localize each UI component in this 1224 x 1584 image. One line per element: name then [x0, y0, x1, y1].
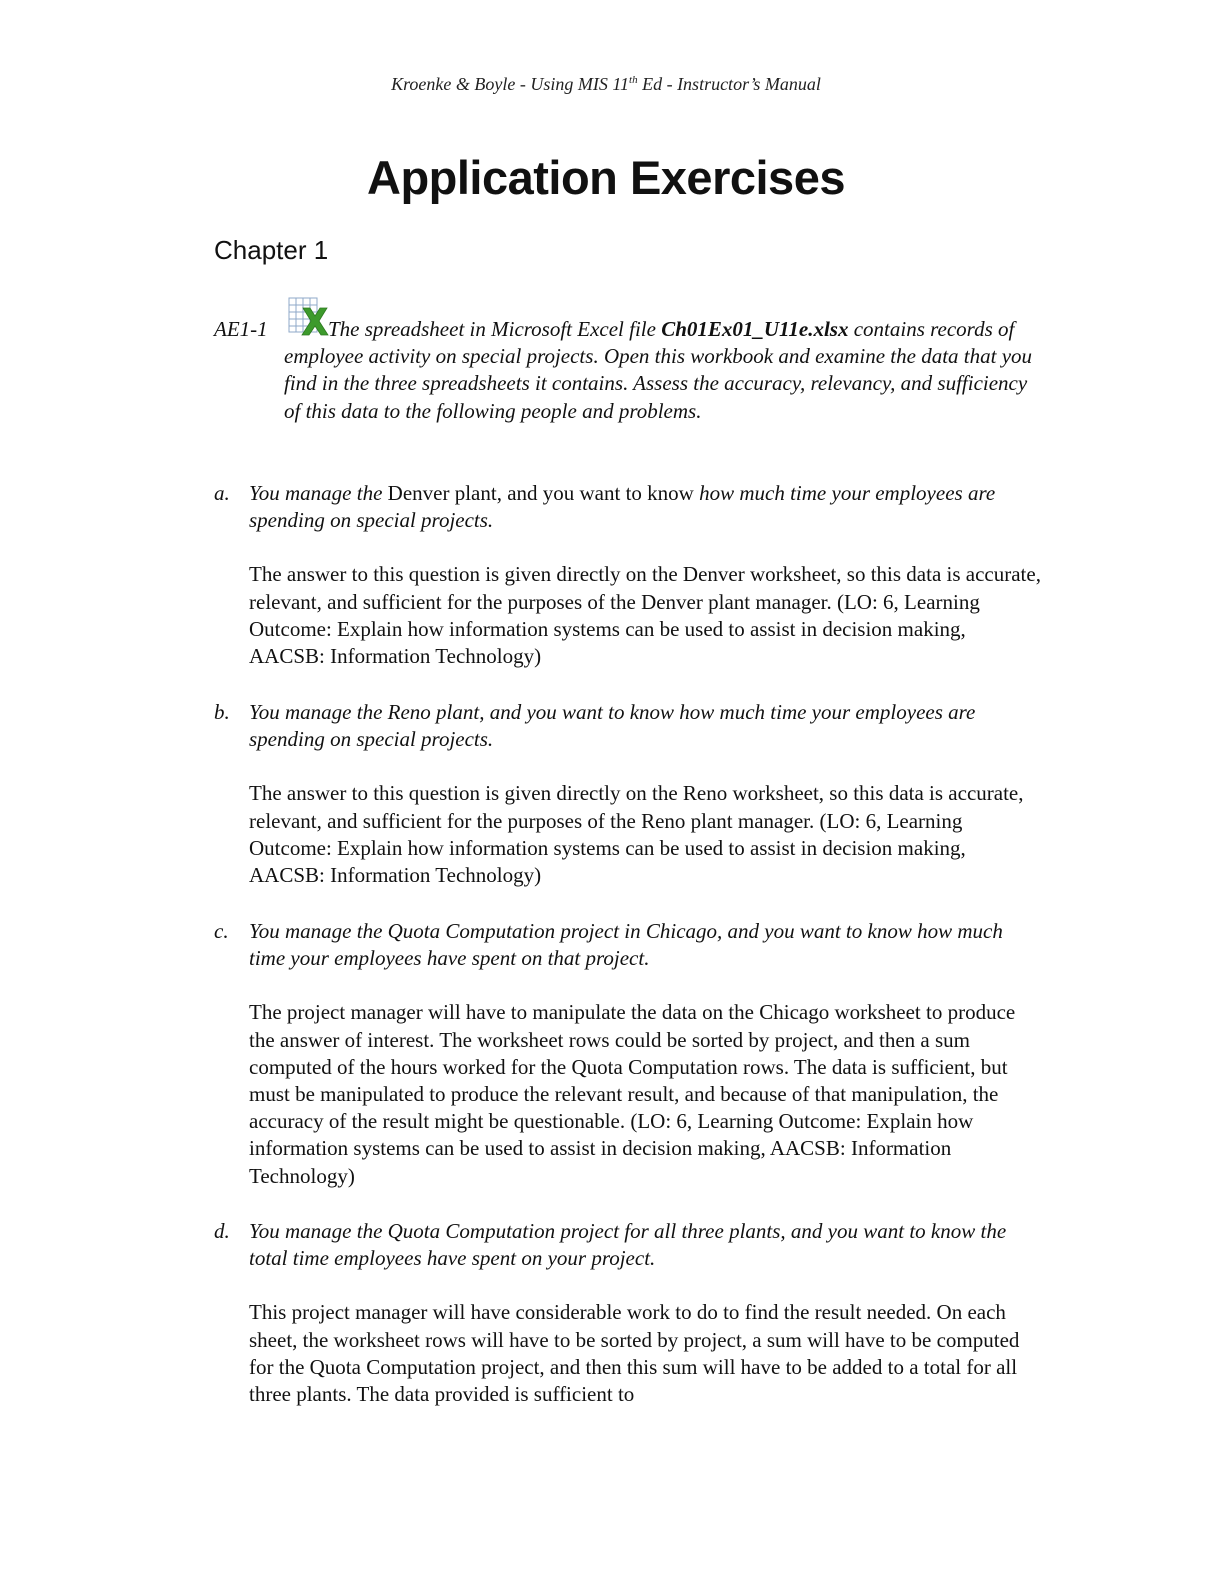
- list-item-b: [214, 699, 1044, 889]
- list-item-c: [214, 918, 1044, 1190]
- exercise-text-before-file: The spreadsheet in Microsoft Excel file: [328, 317, 662, 341]
- item-question: [249, 480, 1044, 534]
- item-question-post: how much time your employees are spending on special projects.: [249, 481, 996, 533]
- item-letter: c.: [214, 919, 229, 943]
- exercise-text-after-file: contains records of employee activity on special projects. Open this workbook and examine the data that you find in the three spreadsheets it contains. Assess the accuracy, relevancy, and sufficiency of this data to the following people and problems.: [284, 317, 1033, 423]
- running-header-suffix: Ed - Instructor’s Manual: [637, 74, 821, 94]
- page-title: Application Exercises: [367, 151, 845, 204]
- list-item-d: [214, 1218, 1044, 1408]
- item-answer: The project manager will have to manipulate the data on the Chicago worksheet to produce the answer of interest. The worksheet rows could be sorted by project, and then a sum computed of the hours worked for the Quota Computation rows. The data is sufficient, but must be manipulated to produce the relevant result, and because of that manipulation, the accuracy of the result might be questionable. (LO: 6, Learning Outcome: Explain how information systems can be used to assist in decision making, AACSB: Information Technology): [249, 1000, 1016, 1188]
- item-letter: a.: [214, 481, 230, 505]
- item-question: You manage the Reno plant, and you want to know how much time your employees are spending on special projects.: [249, 700, 976, 752]
- item-question: You manage the Quota Computation project in Chicago, and you want to know how much time your employees have spent on that project.: [249, 919, 1003, 971]
- running-header-prefix: Kroenke & Boyle - Using MIS 11: [391, 74, 630, 94]
- exercise-file-name: Ch01Ex01_U11e.xlsx: [661, 317, 849, 341]
- item-question-upright: Denver plant, and you want to know: [387, 481, 694, 505]
- list-item-a: [214, 480, 1044, 670]
- exercise-ae1-1: [214, 316, 1044, 425]
- item-letter: b.: [214, 700, 230, 724]
- item-answer: This project manager will have considerable work to do to find the result needed. On each sheet, the worksheet rows will have to be sorted by project, a sum will have to be computed for the Quota Computation project, and then this sum will have to be added to a total for all three plants. The data provided is sufficient to: [249, 1300, 1020, 1407]
- exercise-label: AE1-1: [214, 317, 268, 341]
- chapter-heading: Chapter 1: [214, 235, 329, 265]
- running-header-superscript: th: [629, 74, 638, 86]
- item-answer: The answer to this question is given directly on the Reno worksheet, so this data is accurate, relevant, and sufficient for the purposes of the Reno plant manager. (LO: 6, Learning Outcome: Explain how information systems can be used to assist in decision making, AACSB: Information Technology): [249, 781, 1024, 888]
- item-letter: d.: [214, 1219, 230, 1243]
- excel-file-icon: [286, 294, 330, 338]
- item-answer: The answer to this question is given directly on the Denver worksheet, so this data is accurate, relevant, and sufficient for the purposes of the Denver plant manager. (LO: 6, Learning Outcome: Explain how information systems can be used to assist in decision making, AACSB: Information Technology): [249, 562, 1041, 669]
- running-header: [0, 72, 1212, 96]
- item-question-pre: You manage the: [249, 481, 388, 505]
- item-question: You manage the Quota Computation project for all three plants, and you want to know the total time employees have spent on your project.: [249, 1219, 1007, 1271]
- exercise-prompt: [284, 316, 1044, 425]
